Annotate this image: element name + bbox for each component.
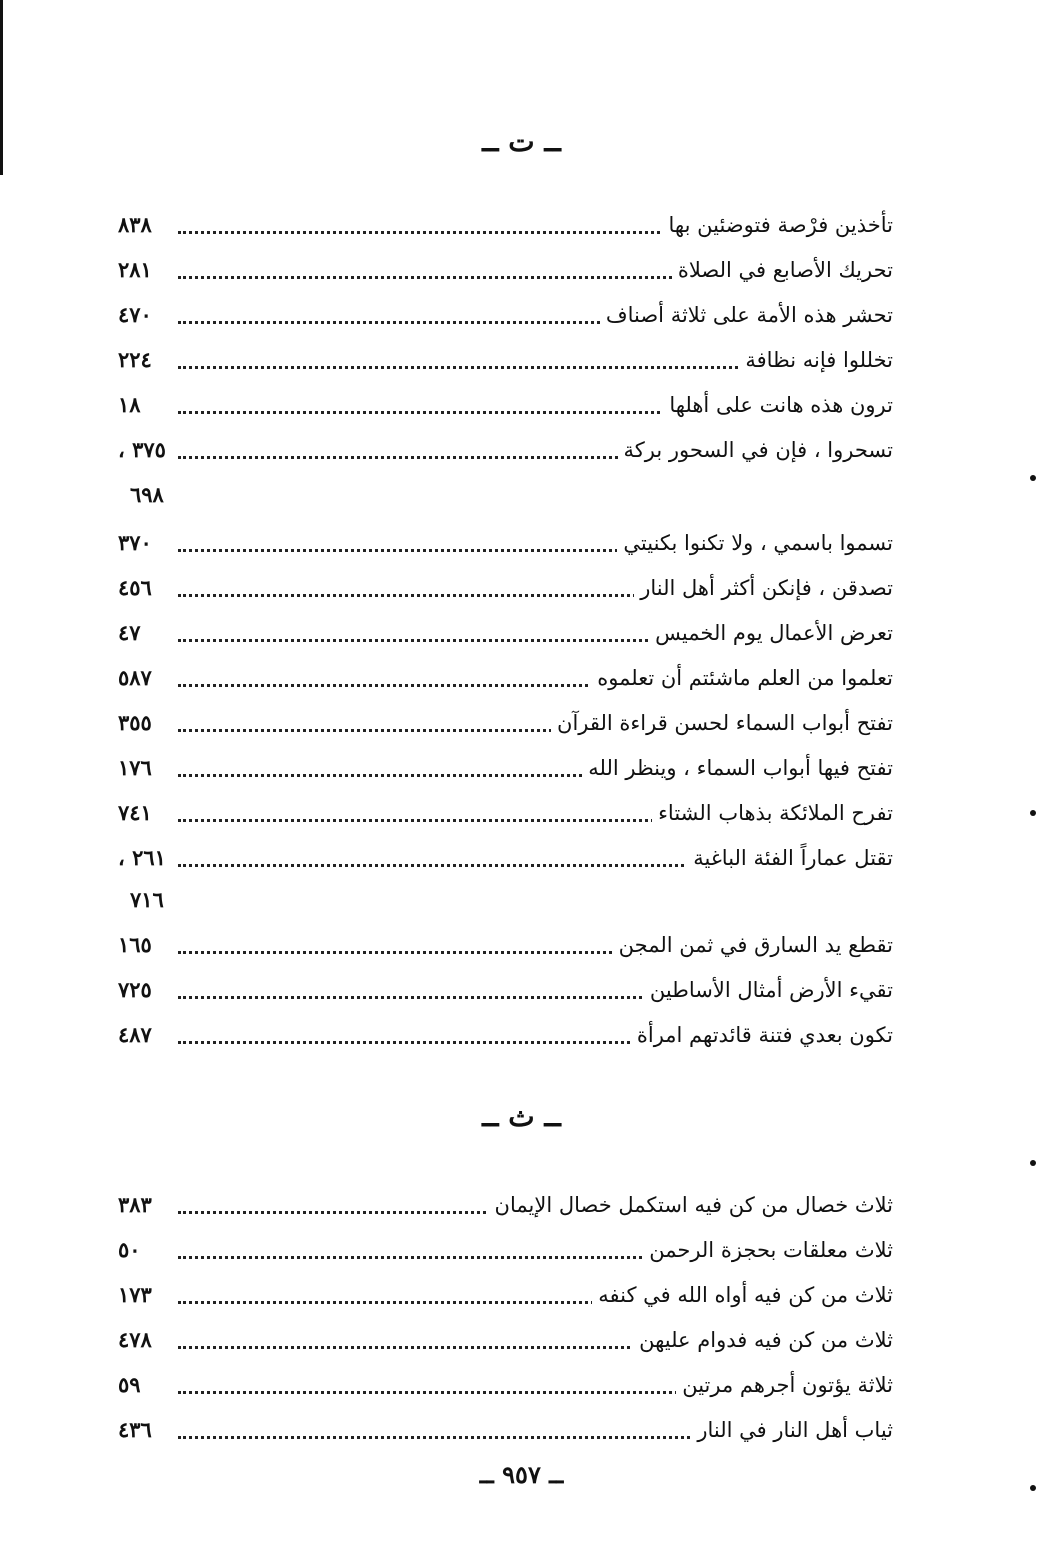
index-entry [118, 430, 893, 470]
entry-title: ترون هذه هانت على أهلها [663, 385, 893, 425]
entry-pages: ٧٤١ [118, 800, 152, 825]
entry-pages: ١٧٦ [118, 755, 152, 780]
index-entry [118, 838, 893, 878]
entry-pages: ٣٥٥ [118, 710, 152, 735]
entry-title: ثلاث خصال من كن فيه استكمل خصال الإيمان [489, 1185, 893, 1225]
entry-title: تقيء الأرض أمثال الأساطين [644, 970, 893, 1010]
index-entry [118, 1320, 893, 1360]
entry-pages: ٤٥٦ [118, 575, 152, 600]
entry-pages: ١٦٥ [118, 932, 152, 957]
index-entry [118, 1365, 893, 1405]
entry-pages: ٤٧٠ [118, 302, 152, 327]
entry-pages: ٢٦١ ، [118, 845, 166, 870]
entry-pages: ٥٩ [118, 1372, 141, 1397]
entry-title: ثياب أهل النار في النار [691, 1410, 893, 1450]
entry-pages: ٧١٦ [130, 887, 164, 912]
entry-pages: ٦٩٨ [130, 482, 164, 507]
entry-title: تفتح أبواب السماء لحسن قراءة القرآن [551, 703, 893, 743]
entry-title: تسحروا ، فإن في السحور بركة [618, 430, 893, 470]
index-entry [118, 748, 893, 788]
index-entry [118, 1410, 893, 1450]
entry-title: ثلاث من كن فيه أواه الله في كنفه [592, 1275, 893, 1315]
index-entry [118, 658, 893, 698]
entry-title: تعلموا من العلم ماشئتم أن تعلموه [591, 658, 893, 698]
entry-pages: ٢٨١ [118, 257, 152, 282]
index-entry [118, 703, 893, 743]
entry-pages: ١٨ [118, 392, 141, 417]
index-entry [118, 970, 893, 1010]
entry-pages: ٣٨٣ [118, 1192, 152, 1217]
entry-title: تعرض الأعمال يوم الخميس [649, 613, 893, 653]
index-entry [118, 205, 893, 245]
index-entry [118, 568, 893, 608]
section-heading-tha: ــ ث ــ [482, 1100, 561, 1133]
entry-title: تقتل عماراً الفئة الباغية [687, 838, 893, 878]
entry-title: تكون بعدي فتنة قائدتهم امرأة [631, 1015, 893, 1055]
index-entry-continuation [118, 880, 893, 920]
index-entry [118, 250, 893, 290]
index-entry [118, 340, 893, 380]
index-entry [118, 1015, 893, 1055]
index-entry [118, 523, 893, 563]
index-entry-continuation [118, 475, 893, 515]
index-entry [118, 1230, 893, 1270]
entry-title: تقطع يد السارق في ثمن المجن [613, 925, 893, 965]
entry-title: تأخذين فرْصة فتوضئين بها [663, 205, 893, 245]
entry-title: تسموا باسمي ، ولا تكنوا بكنيتي [617, 523, 893, 563]
entry-title: تصدقن ، فإنكن أكثر أهل النار [634, 568, 893, 608]
entry-pages: ٥٠ [118, 1237, 141, 1262]
index-entry [118, 295, 893, 335]
index-entry [118, 925, 893, 965]
entry-title: ثلاثة يؤتون أجرهم مرتين [676, 1365, 893, 1405]
entry-pages: ١٧٣ [118, 1282, 152, 1307]
scan-mark [1030, 475, 1036, 481]
entry-pages: ٤٨٧ [118, 1022, 152, 1047]
entry-title: ثلاث معلقات بحجزة الرحمن [643, 1230, 893, 1270]
index-entry [118, 1275, 893, 1315]
entry-pages: ٢٢٤ [118, 347, 152, 372]
index-entry [118, 613, 893, 653]
entry-title: تحشر هذه الأمة على ثلاثة أصناف [600, 295, 893, 335]
entry-title: تفتح فيها أبواب السماء ، وينظر الله [582, 748, 893, 788]
entry-title: تخللوا فإنه نظافة [739, 340, 893, 380]
entry-pages: ٣٧٥ ، [118, 437, 166, 462]
page-number: ــ ٩٥٧ ــ [479, 1460, 564, 1489]
section-heading-ta: ــ ت ــ [482, 125, 561, 158]
entry-pages: ٥٨٧ [118, 665, 152, 690]
index-entry [118, 1185, 893, 1225]
entry-pages: ٤٣٦ [118, 1417, 152, 1442]
entry-pages: ٧٢٥ [118, 977, 152, 1002]
entry-pages: ٤٧ [118, 620, 141, 645]
index-entry [118, 793, 893, 833]
entry-pages: ٤٧٨ [118, 1327, 152, 1352]
scan-mark [1030, 810, 1036, 816]
entry-title: تفرح الملائكة بذهاب الشتاء [652, 793, 893, 833]
entry-title: تحريك الأصابع في الصلاة [672, 250, 893, 290]
scan-mark [1030, 1160, 1036, 1166]
index-entry [118, 385, 893, 425]
entry-pages: ٨٣٨ [118, 212, 152, 237]
entry-title: ثلاث من كن فيه فدوام عليهن [633, 1320, 893, 1360]
entry-pages: ٣٧٠ [118, 530, 152, 555]
